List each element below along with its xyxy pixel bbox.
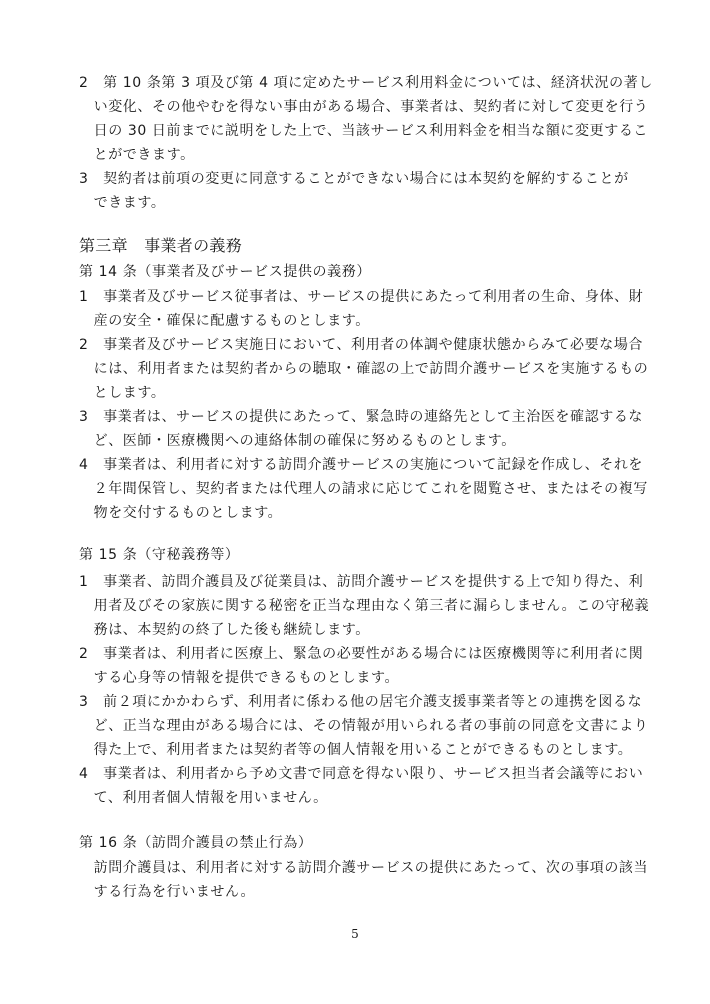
clause-text: できます。 — [79, 195, 166, 211]
chapter-heading: 第三章 事業者の義務 — [79, 236, 243, 255]
clause-text: 3 契約者は前項の変更に同意することができない場合には本契約を解約することが — [79, 171, 629, 187]
clause-text: ど、正当な理由がある場合には、その情報が用いられる者の事前の同意を文書により — [79, 718, 649, 734]
clause-text: 1 事業者及びサービス従事者は、サービスの提供にあたって利用者の生命、身体、財 — [79, 289, 644, 305]
clause-text: する心身等の情報を提供できるものとします。 — [79, 670, 400, 686]
article-heading: 第 16 条（訪問介護員の禁止行為） — [79, 835, 313, 851]
clause-text: 1 事業者、訪問介護員及び従業員は、訪問介護サービスを提供する上で知り得た、利 — [79, 574, 644, 590]
clause-text: 訪問介護員は、利用者に対する訪問介護サービスの提供にあたって、次の事項の該当 — [79, 860, 649, 876]
clause-text: 2 第 10 条第 3 項及び第 4 項に定めたサービス利用料金については、経済状況の著し — [79, 75, 653, 91]
clause-text: 得た上で、利用者または契約者等の個人情報を用いることができるものとします。 — [79, 742, 633, 758]
clause-text: て、利用者個人情報を用いません。 — [79, 790, 328, 806]
clause-text: 4 事業者は、利用者に対する訪問介護サービスの実施について記録を作成し、それを — [79, 457, 644, 473]
clause-text: 物を交付するものとします。 — [79, 505, 283, 521]
clause-text: 3 前２項にかかわらず、利用者に係わる他の居宅介護支援事業者等との連携を図るな — [79, 694, 643, 710]
clause-text: 産の安全・確保に配慮するものとします。 — [79, 313, 370, 329]
clause-text: 3 事業者は、サービスの提供にあたって、緊急時の連絡先として主治医を確認するな — [79, 409, 644, 425]
clause-text: 4 事業者は、利用者から予め文書で同意を得ない限り、サービス担当者会議等におい — [79, 766, 644, 782]
article-heading: 第 14 条（事業者及びサービス提供の義務） — [79, 264, 371, 280]
clause-text: ど、医師・医療機関への連絡体制の確保に努めるものとします。 — [79, 433, 516, 449]
article-heading: 第 15 条（守秘義務等） — [79, 547, 240, 563]
clause-text: ２年間保管し、契約者または代理人の請求に応じてこれを閲覧させ、またはその複写 — [79, 481, 648, 497]
clause-text: する行為を行いません。 — [79, 884, 256, 900]
clause-text: 2 事業者及びサービス実施日において、利用者の体調や健康状態からみて必要な場合 — [79, 337, 644, 353]
page-number: 5 — [351, 927, 359, 941]
clause-text: 用者及びその家族に関する秘密を正当な理由なく第三者に漏らしません。この守秘義 — [79, 598, 650, 614]
clause-text: い変化、その他やむを得ない事由がある場合、事業者は、契約者に対して変更を行う — [79, 99, 649, 115]
clause-text: とします。 — [79, 385, 166, 401]
clause-text: とができます。 — [79, 147, 195, 163]
clause-text: 務は、本契約の終了した後も継続します。 — [79, 622, 370, 638]
clause-text: 日の 30 日前までに説明をした上で、当該サービス利用料金を相当な額に変更するこ — [79, 123, 649, 139]
clause-text: には、利用者または契約者からの聴取・確認の上で訪問介護サービスを実施するもの — [79, 361, 649, 377]
clause-text: 2 事業者は、利用者に医療上、緊急の必要性がある場合には医療機関等に利用者に関 — [79, 646, 644, 662]
